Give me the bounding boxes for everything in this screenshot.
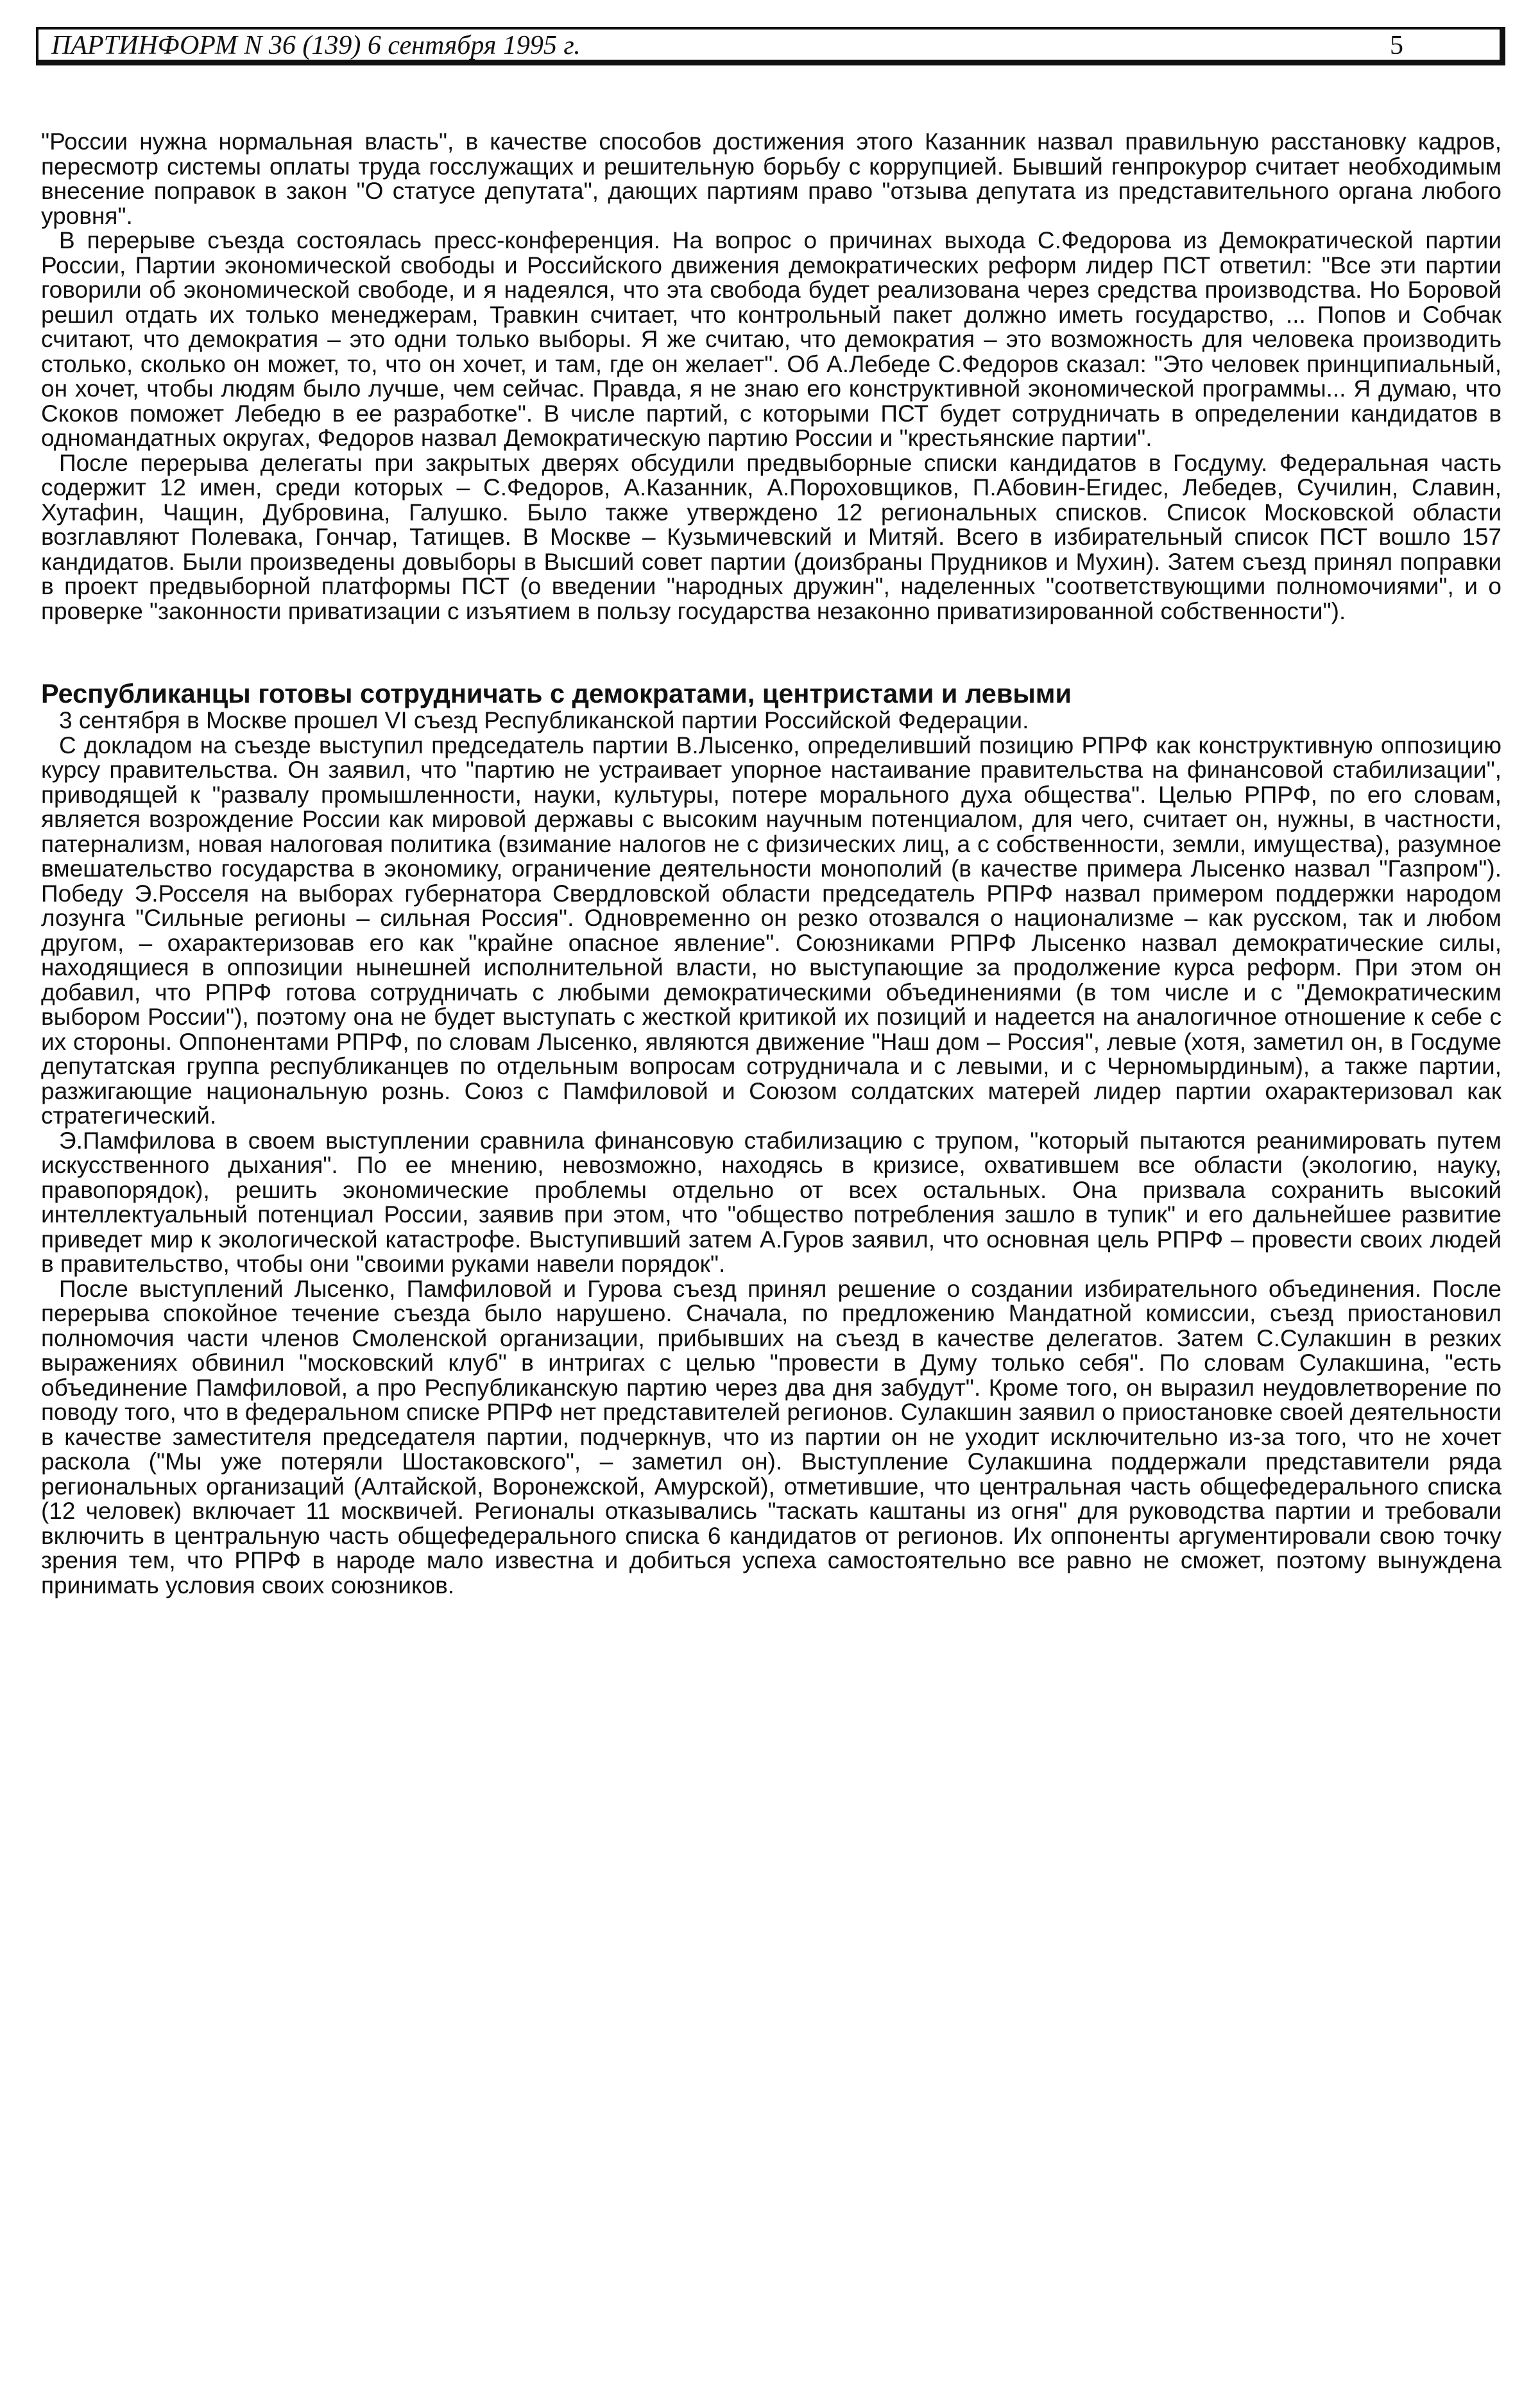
page-number: 5 (1390, 31, 1403, 60)
paragraph: "России нужна нормальная власть", в качестве способов достижения этого Казанник назвал правильную расстановку кадров, пересмотр системы оплаты труда госслужащих и решительную борьбу с коррупцией. Бывший генпрокурор считает необходимым внесение поправок в закон "О статусе депутата", дающих партиям право "отзыва депутата из представительного органа любого уровня". (41, 128, 1502, 229)
paragraph: В перерыве съезда состоялась пресс-конференция. На вопрос о причинах выхода С.Федорова из Демократической партии России, Партии экономической свободы и Российского движения демократических реформ лидер ПСТ ответил: "Все эти партии говорили об экономической свободе, и я надеялся, что эта свобода будет реализована через средства производства. Но Боровой решил отдать их только менеджерам, Травкин считает, что контрольный пакет должно иметь государство, ... Попов и Собчак считают, что демократия – это одни только выборы. Я же считаю, что демократия – это возможность для человека производить столько, сколько он может, то, что он хочет, и там, где он желает". Об А.Лебеде С.Федоров сказал: "Это человек принципиальный, он хочет, чтобы людям было лучше, чем сейчас. Правда, я не знаю его конструктивной экономической программы... Я думаю, что Скоков поможет Лебедю в ее разработке". В числе партий, с которыми ПСТ будет сотрудничать в определении кандидатов в одномандатных округах, Федоров назвал Демократическую партию России и "крестьянские партии". (41, 227, 1502, 451)
page-header (36, 27, 1505, 65)
paragraph: После выступлений Лысенко, Памфиловой и Гурова съезд принял решение о создании избирательного объединения. После перерыва спокойное течение съезда было нарушено. Сначала, по предложению Мандатной комиссии, съезд приостановил полномочия части членов Смоленской организации, прибывших на съезд в качестве делегатов. Затем С.Сулакшин в резких выражениях обвинил "московский клуб" в интригах с целью "провести в Думу только себя". По словам Сулакшина, "есть объединение Памфиловой, а про Республиканскую партию через два дня забудут". Кроме того, он выразил неудовлетворение по поводу того, что в федеральном списке РПРФ нет представителей регионов. Сулакшин заявил о приостановке своей деятельности в качестве заместителя председателя партии, подчеркнув, что из партии он не уходит исключительно из-за того, что не хочет раскола ("Мы уже потеряли Шостаковского", – заметил он). Выступление Сулакшина поддержали представители ряда региональных организаций (Алтайской, Воронежской, Амурской), отметившие, что центральная часть общефедерального списка (12 человек) включает 11 москвичей. Регионалы отказывались "таскать каштаны из огня" для руководства партии и требовали включить в центральную часть общефедерального списка 6 кандидатов от регионов. Их оппоненты аргументировали свою точку зрения тем, что РПРФ в народе мало известна и добиться успеха самостоятельно все равно не сможет, поэтому вынуждена принимать условия своих союзников. (41, 1275, 1502, 1598)
article-republican-party (41, 679, 1502, 1598)
article-body (41, 130, 1502, 1598)
article-headline: Республиканцы готовы сотрудничать с демократами, центристами и левыми (41, 678, 1072, 708)
publication-title: ПАРТИНФОРМ N 36 (139) 6 сентября 1995 г. (51, 31, 581, 60)
paragraph: С докладом на съезде выступил председатель партии В.Лысенко, определивший позицию РПРФ как конструктивную оппозицию курсу правительства. Он заявил, что "партию не устраивает упорное настаивание правительства на финансовой стабилизации", приводящей к "развалу промышленности, науки, культуры, потере морального духа общества". Целью РПРФ, по его словам, является возрождение России как мировой державы с высоким научным потенциалом, для чего, считает он, нужны, в частности, патернализм, новая налоговая политика (взимание налогов не с физических лиц, а с собственности, земли, имущества), разумное вмешательство государства в экономику, ограничение деятельности монополий (в качестве примера Лысенко назвал "Газпром"). Победу Э.Росселя на выборах губернатора Свердловской области председатель РПРФ назвал примером поддержки народом лозунга "Сильные регионы – сильная Россия". Одновременно он резко отозвался о национализме – как русском, так и любом другом, – охарактеризовав его как "крайне опасное явление". Союзниками РПРФ Лысенко назвал демократические силы, находящиеся в оппозиции нынешней исполнительной власти, но выступающие за продолжение курса реформ. При этом он добавил, что РПРФ готова сотрудничать с любыми демократическими объединениями (в том числе и с "Демократическим выбором России"), поэтому она не будет выступать с жесткой критикой их позиций и надеется на аналогичное отношение к себе с их стороны. Оппонентами РПРФ, по словам Лысенко, являются движение "Наш дом – Россия", левые (хотя, заметил он, в Госдуме депутатская группа республиканцев по отдельным вопросам сотрудничала и с левыми, и с Черномырдиным), а также партии, разжигающие национальную рознь. Союз с Памфиловой и Союзом солдатских матерей лидер партии охарактеризовал как стратегический. (41, 732, 1502, 1129)
paragraph: 3 сентября в Москве прошел VI съезд Республиканской партии Российской Федерации. (59, 707, 1029, 733)
article-pst-congress (41, 130, 1502, 624)
paragraph: После перерыва делегаты при закрытых дверях обсудили предвыборные списки кандидатов в Госдуму. Федеральная часть содержит 12 имен, среди которых – С.Федоров, А.Казанник, А.Пороховщиков, П.Абовин-Егидес, Лебедев, Сучилин, Славин, Хутафин, Чащин, Дубровина, Галушко. Было также утверждено 12 региональных списков. Список Московской области возглавляют Полевака, Гончар, Татищев. В Москве – Кузьмичевский и Митяй. Всего в избирательный список ПСТ вошло 157 кандидатов. Были произведены довыборы в Высший совет партии (доизбраны Прудников и Мухин). Затем съезд принял поправки в проект предвыборной платформы ПСТ (о введении "народных дружин", наделенных "соответствующими полномочиями", и о проверке "законности приватизации с изъятием в пользу государства незаконно приватизированной собственности"). (41, 449, 1502, 624)
section-spacer (41, 624, 1502, 679)
paragraph: Э.Памфилова в своем выступлении сравнила финансовую стабилизацию с трупом, "который пытаются реанимировать путем искусственного дыхания". По ее мнению, невозможно, находясь в кризисе, охватившем все области (экологию, науку, правопорядок), решить экономические проблемы отдельно от всех остальных. Она призвала сохранить высокий интеллектуальный потенциал России, заявив при этом, что "общество потребления зашло в тупик" и его дальнейшее развитие приведет мир к экологической катастрофе. Выступивший затем А.Гуров заявил, что основная цель РПРФ – провести своих людей в правительство, чтобы они "своими руками навели порядок". (41, 1127, 1502, 1277)
